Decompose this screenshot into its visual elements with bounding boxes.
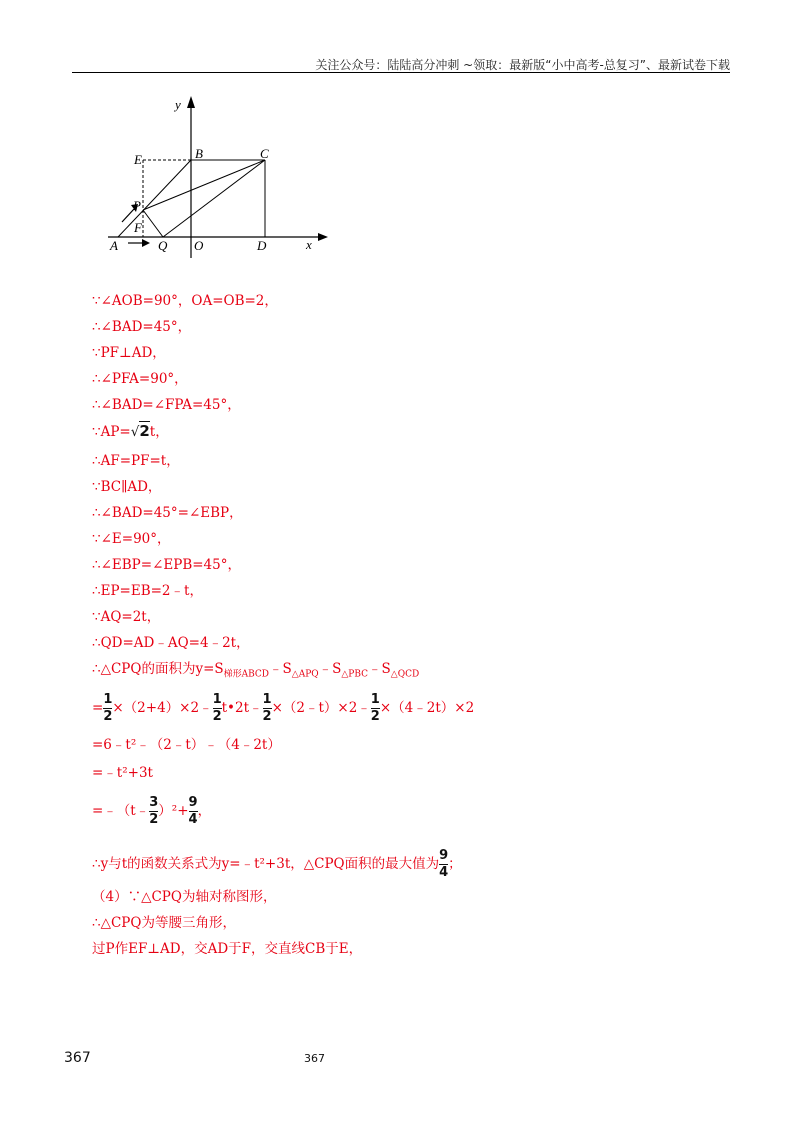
line19-text-b: ）²+ [158, 803, 189, 819]
label-Q: Q [158, 238, 168, 253]
line16-term-1: ×（2+4）×2﹣ [112, 700, 213, 716]
solution-line-11: ∴∠EBP=∠EPB=45°， [92, 557, 241, 573]
line6-text-b: t， [149, 424, 169, 440]
solution-line-12: ∴EP=EB=2﹣t， [92, 583, 203, 599]
fraction-half-1: $\frac{1}{2}$ [103, 692, 113, 724]
label-A: A [110, 238, 118, 253]
solution-line-15 [92, 660, 419, 684]
solution-line-18: =﹣t²+3t [92, 765, 153, 781]
line15-text-b: ﹣S [269, 661, 292, 677]
label-y: y [175, 97, 181, 112]
solution-line-16 [92, 688, 474, 728]
fraction-max-value: $\frac{9}{4}$ [439, 848, 449, 880]
fraction-half-2: $\frac{1}{2}$ [212, 692, 222, 724]
solution-line-1: ∵∠AOB=90°，OA=OB=2， [92, 293, 278, 309]
equals-sign: = [92, 700, 104, 716]
label-D: D [257, 238, 267, 253]
segment-QC [163, 160, 265, 237]
solution-line-9: ∴∠BAD=45°=∠EBP， [92, 505, 243, 521]
label-E: E [134, 152, 142, 167]
solution-line-6 [92, 422, 169, 441]
solution-line-21: （4）∵△CPQ为轴对称图形， [92, 889, 277, 905]
label-F: F [134, 220, 142, 235]
label-O: O [194, 238, 204, 253]
line16-term-2: t•2t﹣ [221, 700, 263, 716]
solution-line-7: ∴AF=PF=t， [92, 453, 180, 469]
label-B: B [195, 146, 203, 161]
subscript-apq: △APQ [291, 669, 319, 680]
solution-line-23: 过P作EF⊥AD，交AD于F，交直线CB于E， [92, 941, 363, 957]
line16-term-3: ×（2﹣t）×2﹣ [271, 700, 371, 716]
page-number-center: 367 [304, 1052, 325, 1065]
subscript-pbc: △PBC [341, 669, 369, 680]
label-x: x [306, 237, 312, 252]
fraction-nine-quarters: $\frac{9}{4}$ [188, 795, 198, 827]
subscript-qcd: △QCD [390, 669, 420, 680]
y-axis-arrow [187, 96, 195, 108]
x-axis-arrow [318, 233, 328, 241]
label-P: P [133, 198, 141, 213]
segment-PC [143, 160, 265, 210]
solution-line-14: ∴QD=AD﹣AQ=4﹣2t， [92, 635, 250, 651]
fraction-three-halves: $\frac{3}{2}$ [149, 795, 159, 827]
line19-text-c: ， [197, 803, 212, 819]
header-rule [72, 72, 730, 73]
solution-line-19 [92, 790, 211, 832]
line20-text-b: ； [448, 856, 462, 872]
line15-text-a: ∴△CPQ的面积为y=S [92, 661, 224, 677]
fraction-half-4: $\frac{1}{2}$ [370, 692, 380, 724]
sqrt-sign: √ [130, 424, 140, 440]
line16-term-4: ×（4﹣2t）×2 [379, 700, 475, 716]
figure-svg [100, 92, 330, 262]
line6-text-a: ∵AP= [92, 424, 131, 440]
line15-text-c: ﹣S [318, 661, 342, 677]
line19-text-a: =﹣（t﹣ [92, 803, 150, 819]
solution-line-17: =6﹣t²﹣（2﹣t）﹣（4﹣2t） [92, 737, 281, 753]
solution-line-13: ∵AQ=2t， [92, 609, 161, 625]
arrow-Q-head [142, 239, 150, 247]
solution-line-22: ∴△CPQ为等腰三角形， [92, 915, 236, 931]
solution-line-3: ∵PF⊥AD， [92, 345, 166, 361]
sqrt-radicand: 2 [139, 422, 150, 440]
line15-text-d: ﹣S [368, 661, 391, 677]
geometry-figure [100, 92, 330, 266]
page-number-left: 367 [64, 1050, 91, 1066]
fraction-half-3: $\frac{1}{2}$ [262, 692, 272, 724]
subscript-trapezoid: 梯形ABCD [223, 669, 270, 680]
solution-line-2: ∴∠BAD=45°， [92, 319, 192, 335]
label-C: C [260, 146, 269, 161]
solution-line-4: ∴∠PFA=90°， [92, 371, 188, 387]
segment-PQ [143, 210, 163, 237]
solution-line-10: ∵∠E=90°， [92, 531, 171, 547]
solution-line-8: ∵BC∥AD， [92, 479, 162, 495]
page-header: 关注公众号：陆陆高分冲刺 ~领取：最新版“小中高考-总复习”、最新试卷下载 [315, 58, 730, 72]
line20-text-a: ∴y与t的函数关系式为y=﹣t²+3t，△CPQ面积的最大值为 [92, 856, 440, 872]
solution-line-20 [92, 844, 462, 884]
solution-line-5: ∴∠BAD=∠FPA=45°， [92, 397, 241, 413]
